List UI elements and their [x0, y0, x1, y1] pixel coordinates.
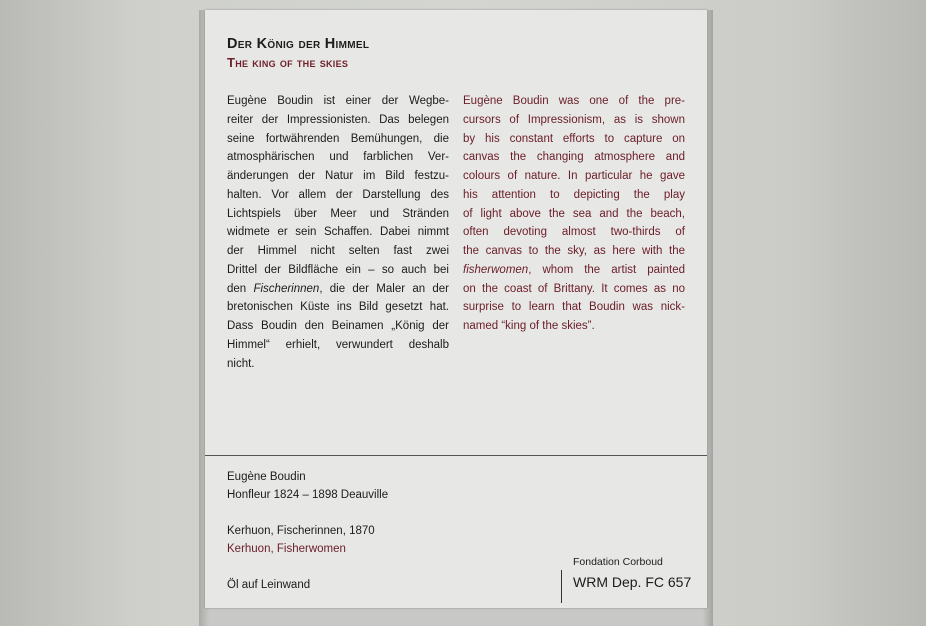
text-segment: Lichtspiels über Meer und Stränden	[227, 207, 449, 220]
text-segment: the canvas to the sky, as here with the	[463, 245, 685, 257]
text-line	[463, 242, 685, 261]
text-segment: surprise to learn that Boudin was nick-	[463, 301, 685, 314]
text-segment: Eugène Boudin was one of the pre-	[463, 95, 685, 107]
text-line	[463, 317, 685, 336]
collection: Fondation Corboud	[573, 556, 663, 568]
text-segment: halten. Vor allem der Darstellung des	[227, 188, 449, 201]
text-segment: den	[227, 282, 254, 295]
text-segment: , whom the artist painted	[528, 263, 685, 276]
text-segment: his attention to depicting the play	[463, 188, 685, 201]
text-line	[227, 167, 449, 186]
artist-life: Honfleur 1824 – 1898 Deauville	[227, 489, 389, 501]
text-line	[227, 92, 449, 111]
text-line	[463, 223, 685, 242]
text-segment: , die der Maler an der	[319, 282, 449, 295]
text-line	[227, 148, 449, 167]
text-segment: Eugène Boudin ist einer der Wegbe-	[227, 95, 449, 107]
text-line	[227, 111, 449, 130]
description-german	[227, 92, 449, 373]
title-english: The king of the skies	[227, 55, 349, 70]
text-line	[227, 280, 449, 299]
text-line	[463, 298, 685, 317]
text-segment: widmete er sein Schaffen. Dabei nimmt	[227, 226, 449, 239]
text-line	[463, 130, 685, 149]
text-line	[227, 317, 449, 336]
text-segment: by his constant efforts to capture on	[463, 132, 685, 145]
text-line	[463, 186, 685, 205]
text-line	[463, 205, 685, 224]
work-title-english: Kerhuon, Fisherwomen	[227, 543, 346, 555]
text-line	[463, 167, 685, 186]
text-segment: named “king of the skies”.	[463, 320, 595, 332]
text-line	[463, 111, 685, 130]
collection-block	[573, 554, 693, 594]
museum-label	[205, 10, 707, 608]
title-german: Der König der Himmel	[227, 36, 370, 52]
gap	[227, 504, 685, 522]
text-segment: on the coast of Brittany. It comes as no	[463, 282, 685, 295]
text-segment: often devoting almost two-thirds of	[463, 226, 685, 239]
text-segment: atmosphärischen und farblichen Ver-	[227, 151, 449, 164]
text-line	[227, 355, 449, 374]
text-segment: der Himmel nicht selten fast zwei	[227, 245, 449, 257]
text-line	[227, 130, 449, 149]
artist-name: Eugène Boudin	[227, 471, 306, 483]
italic-title: Fischerinnen	[253, 282, 320, 295]
text-segment: of light above the sea and the beach,	[463, 207, 685, 220]
separator-bar	[561, 570, 562, 603]
text-line	[227, 223, 449, 242]
text-line	[463, 92, 685, 111]
text-line	[227, 242, 449, 261]
text-line	[463, 261, 685, 280]
description-english	[463, 92, 685, 373]
spacer	[205, 373, 707, 455]
text-line	[463, 148, 685, 167]
text-segment: cursors of Impressionism, as is shown	[463, 113, 685, 126]
text-segment: Drittel der Bildfläche ein – so auch bei	[227, 263, 449, 276]
text-line	[227, 298, 449, 317]
text-segment: reiter der Impressionisten. Das belegen	[227, 113, 449, 126]
italic-title: fisherwomen	[463, 263, 529, 276]
text-segment: Himmel“ erhielt, verwundert deshalb	[227, 338, 449, 351]
label-header	[205, 10, 707, 72]
text-line	[227, 336, 449, 355]
artwork-details	[205, 456, 707, 608]
description-columns	[205, 72, 707, 373]
text-line	[227, 261, 449, 280]
text-segment: änderungen der Natur im Bild festzu-	[227, 170, 449, 182]
text-line	[463, 280, 685, 299]
text-line	[227, 205, 449, 224]
inventory-number: WRM Dep. FC 657	[573, 574, 692, 590]
work-title-german: Kerhuon, Fischerinnen, 1870	[227, 525, 375, 537]
text-segment: Dass Boudin den Beinamen „König der	[227, 320, 449, 332]
text-segment: nicht.	[227, 357, 255, 370]
text-segment: bretonischen Küste ins Bild gesetzt hat.	[227, 301, 449, 314]
text-segment: seine fortwährenden Bemühungen, die	[227, 132, 449, 145]
text-line	[227, 186, 449, 205]
medium: Öl auf Leinwand	[227, 579, 311, 591]
text-segment: colours of nature. In particular he gave	[463, 170, 685, 182]
text-segment: canvas the changing atmosphere and	[463, 151, 685, 164]
